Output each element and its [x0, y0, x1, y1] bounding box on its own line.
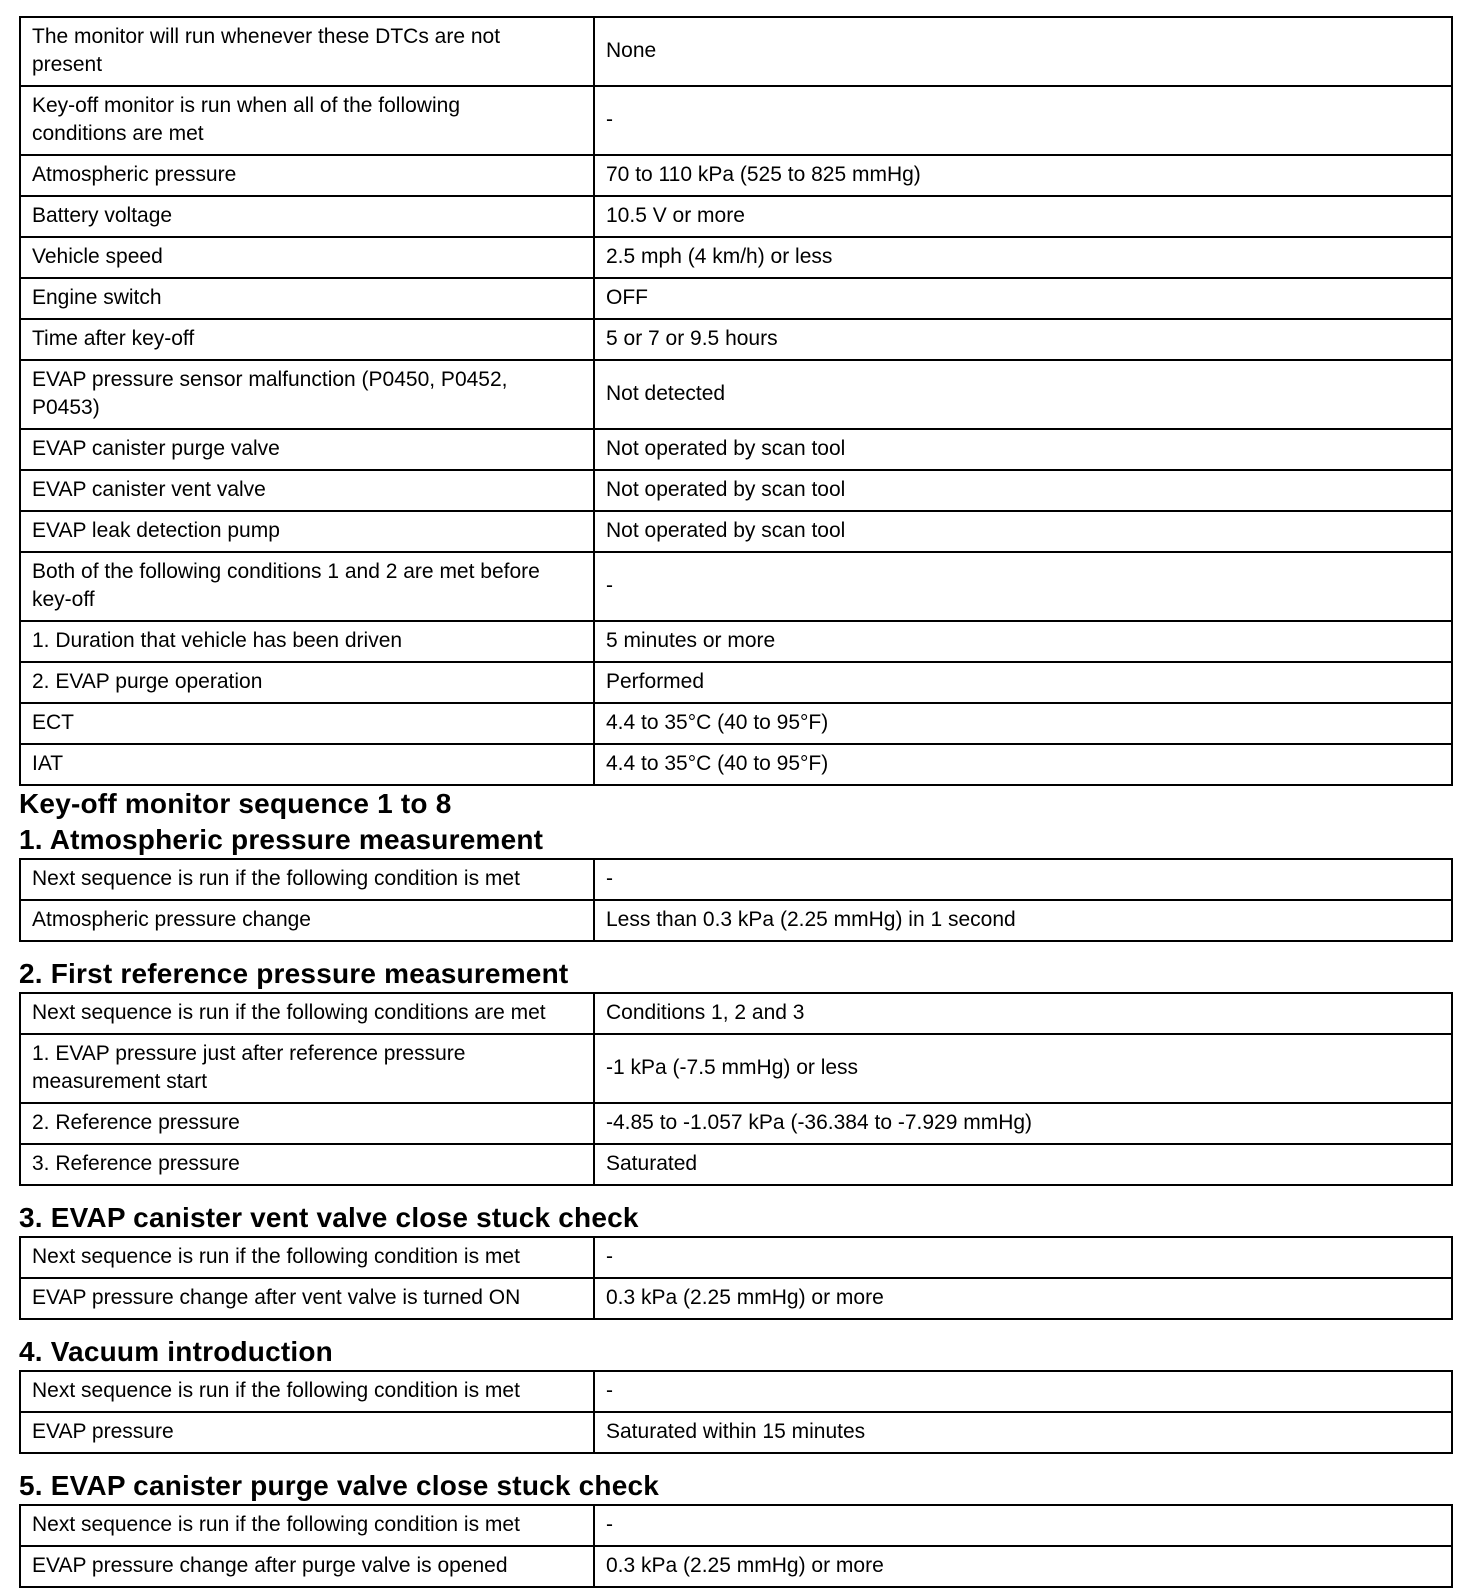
- condition-value: 0.3 kPa (2.25 mmHg) or more: [594, 1278, 1452, 1319]
- condition-label: Atmospheric pressure change: [20, 900, 594, 941]
- section-purge-valve-check: [19, 1468, 1453, 1588]
- condition-label: Battery voltage: [20, 196, 594, 237]
- condition-label: EVAP pressure change after purge valve is opened: [20, 1546, 594, 1587]
- condition-label: EVAP canister vent valve: [20, 470, 594, 511]
- condition-value: Not operated by scan tool: [594, 429, 1452, 470]
- condition-label: Next sequence is run if the following condition is met: [20, 1505, 594, 1546]
- section-vent-valve-check: [19, 1200, 1453, 1320]
- section-atmospheric-pressure: [19, 822, 1453, 942]
- condition-value: -4.85 to -1.057 kPa (-36.384 to -7.929 mmHg): [594, 1103, 1452, 1144]
- condition-value: 4.4 to 35°C (40 to 95°F): [594, 703, 1452, 744]
- section-heading: 4. Vacuum introduction: [19, 1336, 333, 1367]
- condition-value: -: [594, 1371, 1452, 1412]
- table-row: [20, 196, 1452, 237]
- table-row: [20, 319, 1452, 360]
- condition-value: Performed: [594, 662, 1452, 703]
- condition-value: 70 to 110 kPa (525 to 825 mmHg): [594, 155, 1452, 196]
- condition-value: -: [594, 86, 1452, 155]
- table-row: [20, 859, 1452, 900]
- condition-label: 1. EVAP pressure just after reference pressure measurement start: [20, 1034, 594, 1103]
- condition-label: EVAP pressure change after vent valve is turned ON: [20, 1278, 594, 1319]
- condition-label: Next sequence is run if the following condition is met: [20, 1237, 594, 1278]
- table-row: [20, 1034, 1452, 1103]
- condition-value: -: [594, 552, 1452, 621]
- table-row: [20, 900, 1452, 941]
- condition-label: Vehicle speed: [20, 237, 594, 278]
- section-table: [19, 1236, 1453, 1320]
- table-row: [20, 429, 1452, 470]
- section-heading: 3. EVAP canister vent valve close stuck check: [19, 1202, 639, 1233]
- table-row: [20, 511, 1452, 552]
- table-row: [20, 470, 1452, 511]
- section-table: [19, 858, 1453, 942]
- spacer: [19, 1186, 1453, 1200]
- condition-value: -: [594, 859, 1452, 900]
- condition-value: 5 minutes or more: [594, 621, 1452, 662]
- condition-label: The monitor will run whenever these DTCs are not present: [20, 17, 594, 86]
- table-row: [20, 278, 1452, 319]
- table-row: [20, 993, 1452, 1034]
- condition-value: None: [594, 17, 1452, 86]
- table-row: [20, 360, 1452, 429]
- table-row: [20, 86, 1452, 155]
- condition-label: Key-off monitor is run when all of the following conditions are met: [20, 86, 594, 155]
- condition-label: Next sequence is run if the following condition is met: [20, 859, 594, 900]
- condition-label: ECT: [20, 703, 594, 744]
- condition-label: Time after key-off: [20, 319, 594, 360]
- condition-label: 1. Duration that vehicle has been driven: [20, 621, 594, 662]
- condition-value: 4.4 to 35°C (40 to 95°F): [594, 744, 1452, 785]
- condition-label: 3. Reference pressure: [20, 1144, 594, 1185]
- condition-label: EVAP leak detection pump: [20, 511, 594, 552]
- condition-value: 5 or 7 or 9.5 hours: [594, 319, 1452, 360]
- sequence-sections: [19, 822, 1453, 1588]
- condition-label: EVAP canister purge valve: [20, 429, 594, 470]
- condition-label: IAT: [20, 744, 594, 785]
- table-row: [20, 1412, 1452, 1453]
- sequence-heading: Key-off monitor sequence 1 to 8: [19, 788, 452, 819]
- condition-value: 10.5 V or more: [594, 196, 1452, 237]
- condition-label: Next sequence is run if the following condition is met: [20, 1371, 594, 1412]
- table-row: [20, 1505, 1452, 1546]
- condition-value: Conditions 1, 2 and 3: [594, 993, 1452, 1034]
- table-row: [20, 662, 1452, 703]
- table-row: [20, 744, 1452, 785]
- spacer: [19, 1320, 1453, 1334]
- table-row: [20, 237, 1452, 278]
- section-heading: 5. EVAP canister purge valve close stuck check: [19, 1470, 660, 1501]
- section-first-reference-pressure: [19, 956, 1453, 1186]
- table-row: [20, 1546, 1452, 1587]
- condition-value: 2.5 mph (4 km/h) or less: [594, 237, 1452, 278]
- table-row: [20, 703, 1452, 744]
- condition-value: -1 kPa (-7.5 mmHg) or less: [594, 1034, 1452, 1103]
- condition-value: Not detected: [594, 360, 1452, 429]
- condition-value: -: [594, 1237, 1452, 1278]
- condition-value: -: [594, 1505, 1452, 1546]
- condition-value: 0.3 kPa (2.25 mmHg) or more: [594, 1546, 1452, 1587]
- condition-label: Both of the following conditions 1 and 2 are met before key-off: [20, 552, 594, 621]
- section-heading: 1. Atmospheric pressure measurement: [19, 824, 544, 855]
- section-table: [19, 1370, 1453, 1454]
- table-row: [20, 621, 1452, 662]
- table-row: [20, 1371, 1452, 1412]
- condition-value: Saturated: [594, 1144, 1452, 1185]
- table-row: [20, 1103, 1452, 1144]
- conditions-table-body: [20, 17, 1452, 785]
- table-row: [20, 552, 1452, 621]
- condition-label: Atmospheric pressure: [20, 155, 594, 196]
- condition-value: OFF: [594, 278, 1452, 319]
- table-row: [20, 155, 1452, 196]
- table-row: [20, 1237, 1452, 1278]
- condition-value: Not operated by scan tool: [594, 470, 1452, 511]
- condition-value: Less than 0.3 kPa (2.25 mmHg) in 1 second: [594, 900, 1452, 941]
- condition-label: EVAP pressure: [20, 1412, 594, 1453]
- table-row: [20, 17, 1452, 86]
- table-row: [20, 1144, 1452, 1185]
- condition-label: 2. Reference pressure: [20, 1103, 594, 1144]
- table-row: [20, 1278, 1452, 1319]
- condition-value: Saturated within 15 minutes: [594, 1412, 1452, 1453]
- condition-label: EVAP pressure sensor malfunction (P0450, P0452, P0453): [20, 360, 594, 429]
- condition-label: Engine switch: [20, 278, 594, 319]
- section-table: [19, 1504, 1453, 1588]
- section-vacuum-introduction: [19, 1334, 1453, 1454]
- section-table: [19, 992, 1453, 1186]
- spacer: [19, 1454, 1453, 1468]
- condition-label: 2. EVAP purge operation: [20, 662, 594, 703]
- spacer: [19, 942, 1453, 956]
- condition-label: Next sequence is run if the following conditions are met: [20, 993, 594, 1034]
- section-heading: 2. First reference pressure measurement: [19, 958, 569, 989]
- conditions-table: [19, 16, 1453, 786]
- condition-value: Not operated by scan tool: [594, 511, 1452, 552]
